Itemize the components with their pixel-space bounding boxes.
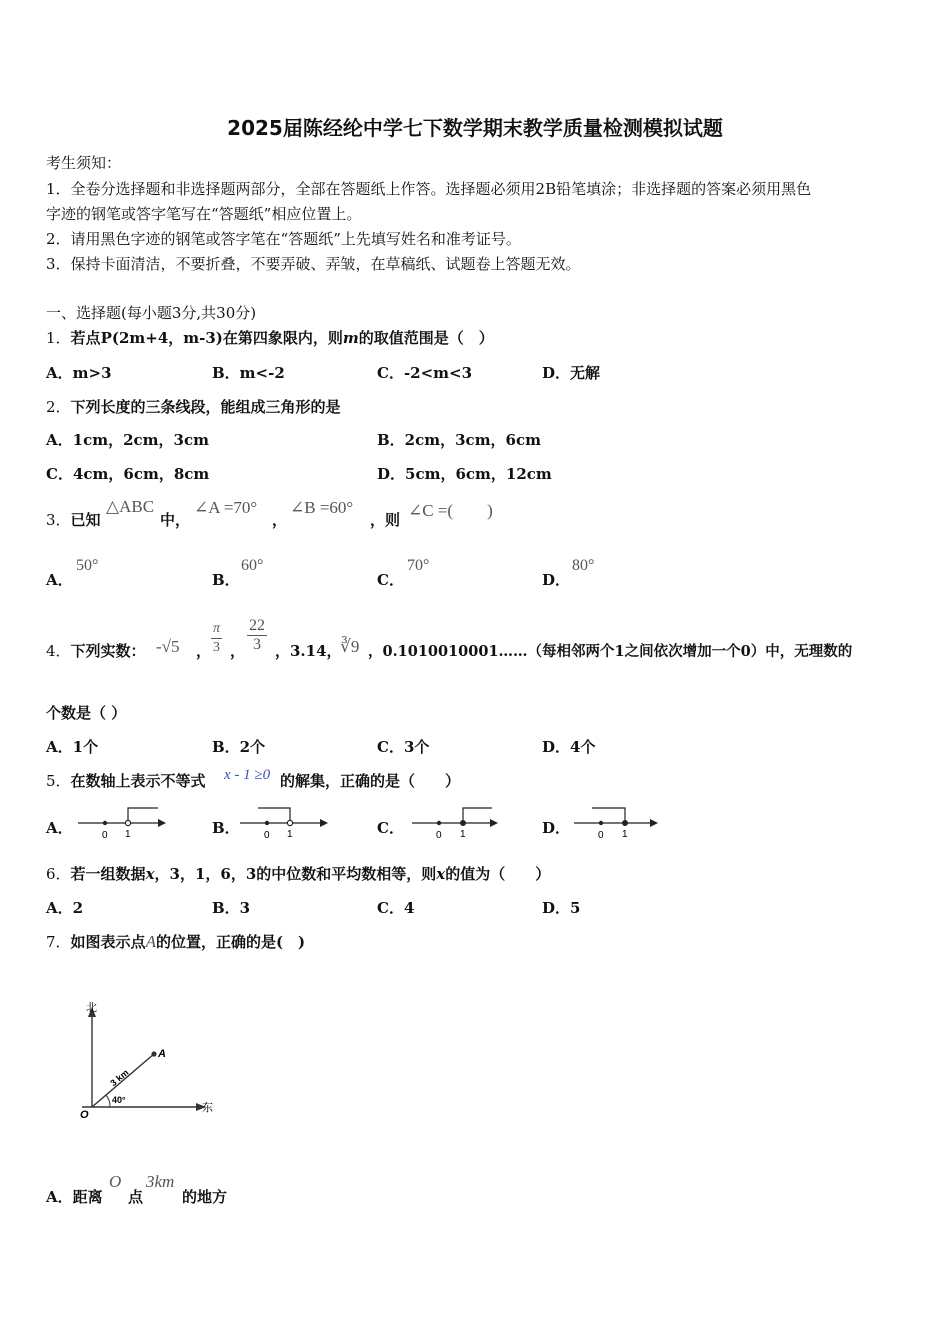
angle-a-expression: ∠A =70° bbox=[194, 498, 258, 517]
question-number: 5． bbox=[46, 772, 71, 790]
option-b[interactable]: B． bbox=[212, 819, 240, 837]
distance-label: 3 km bbox=[108, 1067, 131, 1089]
question-number: 7． bbox=[46, 933, 71, 951]
number-line-d bbox=[574, 802, 664, 842]
notice-item: 3．保持卡面清洁，不要折叠，不要弄破、弄皱，在草稿纸、试题卷上答题无效。 bbox=[46, 255, 581, 273]
tick-label-0: 0 bbox=[598, 830, 604, 841]
option-d[interactable]: D．5cm，6cm，12cm bbox=[377, 465, 552, 483]
number-line-c bbox=[412, 802, 502, 842]
north-label: 北 bbox=[86, 1002, 97, 1014]
question-number: 6． bbox=[46, 865, 71, 883]
option-d[interactable]: D． bbox=[542, 571, 571, 589]
option-a-origin: O bbox=[109, 1172, 122, 1191]
notice-item: 字迹的钢笔或答字笔写在“答题纸”相应位置上。 bbox=[46, 205, 362, 223]
question-5: 5．在数轴上表示不等式 bbox=[46, 772, 206, 790]
fraction-22-over-3: $\frac{22}{3}$ bbox=[249, 617, 265, 653]
option-b[interactable]: B．m<-2 bbox=[212, 364, 285, 382]
notice-item: 1．全卷分选择题和非选择题两部分，全部在答题纸上作答。选择题必须用2B铅笔填涂；非选择题的答案必须用黑色 bbox=[46, 180, 812, 198]
east-label: 东 bbox=[202, 1102, 213, 1114]
question-6: 6．若一组数据x，3，1，6，3的中位数和平均数相等，则x的值为（ ） bbox=[46, 865, 551, 883]
option-d[interactable]: D．无解 bbox=[542, 364, 601, 382]
section-heading: 一、选择题(每小题3分,共30分) bbox=[46, 304, 257, 322]
option-d[interactable]: D． bbox=[542, 819, 571, 837]
number-line-b bbox=[240, 802, 330, 842]
point-a-label: A bbox=[158, 1048, 166, 1060]
inequality-expression: x - 1 ≥0 bbox=[224, 767, 271, 783]
option-a[interactable]: A．距离 bbox=[46, 1188, 103, 1206]
option-b[interactable]: B． bbox=[212, 571, 240, 589]
question-7: 7．如图表示点A的位置，正确的是( ) bbox=[46, 932, 306, 951]
option-a[interactable]: A． bbox=[46, 819, 73, 837]
option-a-value: 50° bbox=[76, 557, 99, 574]
angle-label: 40° bbox=[112, 1095, 126, 1105]
option-b[interactable]: B．2个 bbox=[212, 738, 266, 756]
question-number: 3． bbox=[46, 511, 71, 529]
option-c[interactable]: C．3个 bbox=[377, 738, 430, 756]
option-c[interactable]: C．4 bbox=[377, 899, 415, 917]
origin-label: O bbox=[80, 1109, 89, 1121]
direction-figure bbox=[70, 995, 230, 1130]
tick-label-0: 0 bbox=[264, 830, 270, 841]
tick-label-1: 1 bbox=[622, 829, 628, 840]
option-c[interactable]: C． bbox=[377, 571, 404, 589]
option-b[interactable]: B．2cm，3cm，6cm bbox=[377, 431, 542, 449]
option-d[interactable]: D．5 bbox=[542, 899, 581, 917]
option-c-value: 70° bbox=[407, 557, 430, 574]
option-b[interactable]: B．3 bbox=[212, 899, 251, 917]
option-a[interactable]: A．m>3 bbox=[46, 364, 112, 382]
tick-label-1: 1 bbox=[125, 829, 131, 840]
option-a-distance: 3km bbox=[146, 1172, 175, 1191]
option-c[interactable]: C．4cm，6cm，8cm bbox=[46, 465, 210, 483]
option-a[interactable]: A．1cm，2cm，3cm bbox=[46, 431, 209, 449]
tick-label-0: 0 bbox=[436, 830, 442, 841]
option-d[interactable]: D．4个 bbox=[542, 738, 596, 756]
option-b-value: 60° bbox=[241, 557, 264, 574]
fraction-pi-over-3: $\frac{\pi}{3}$ bbox=[213, 621, 221, 655]
angle-b-expression: ∠B =60° bbox=[290, 498, 354, 517]
option-d-value: 80° bbox=[572, 557, 595, 574]
question-2: 2．下列长度的三条线段，能组成三角形的是 bbox=[46, 398, 341, 416]
tick-label-1: 1 bbox=[460, 829, 466, 840]
number-line-a bbox=[78, 802, 168, 842]
question-1: 1．若点P(2m+4，m-3)在第四象限内，则m的取值范围是（ ） bbox=[46, 329, 494, 347]
question-number: 4． bbox=[46, 642, 71, 660]
tick-label-1: 1 bbox=[287, 829, 293, 840]
question-number: 1． bbox=[46, 329, 71, 347]
notice-item: 2．请用黑色字迹的钢笔或答字笔在“答题纸”上先填写姓名和准考证号。 bbox=[46, 230, 521, 248]
option-a[interactable]: A． bbox=[46, 571, 73, 589]
question-4: 4．下列实数： bbox=[46, 642, 146, 660]
question-number: 2． bbox=[46, 398, 71, 416]
notice-heading: 考生须知： bbox=[46, 154, 122, 172]
option-a[interactable]: A．2 bbox=[46, 899, 84, 917]
point-expression: P(2m+4，m-3) bbox=[100, 329, 223, 347]
negative-sqrt-5: -√5 bbox=[156, 637, 180, 656]
question-3: 3．已知 bbox=[46, 511, 101, 529]
option-a[interactable]: A．1个 bbox=[46, 738, 99, 756]
page-title: 2025届陈经纶中学七下数学期末教学质量检测模拟试题 bbox=[227, 116, 723, 140]
option-c[interactable]: C． bbox=[377, 819, 404, 837]
angle-c-expression: ∠C =( ) bbox=[408, 501, 493, 520]
triangle-expression: △ABC bbox=[106, 497, 155, 516]
tick-label-0: 0 bbox=[102, 830, 108, 841]
option-c[interactable]: C．-2<m<3 bbox=[377, 364, 473, 382]
cube-root-9: ∛9 bbox=[340, 637, 360, 656]
